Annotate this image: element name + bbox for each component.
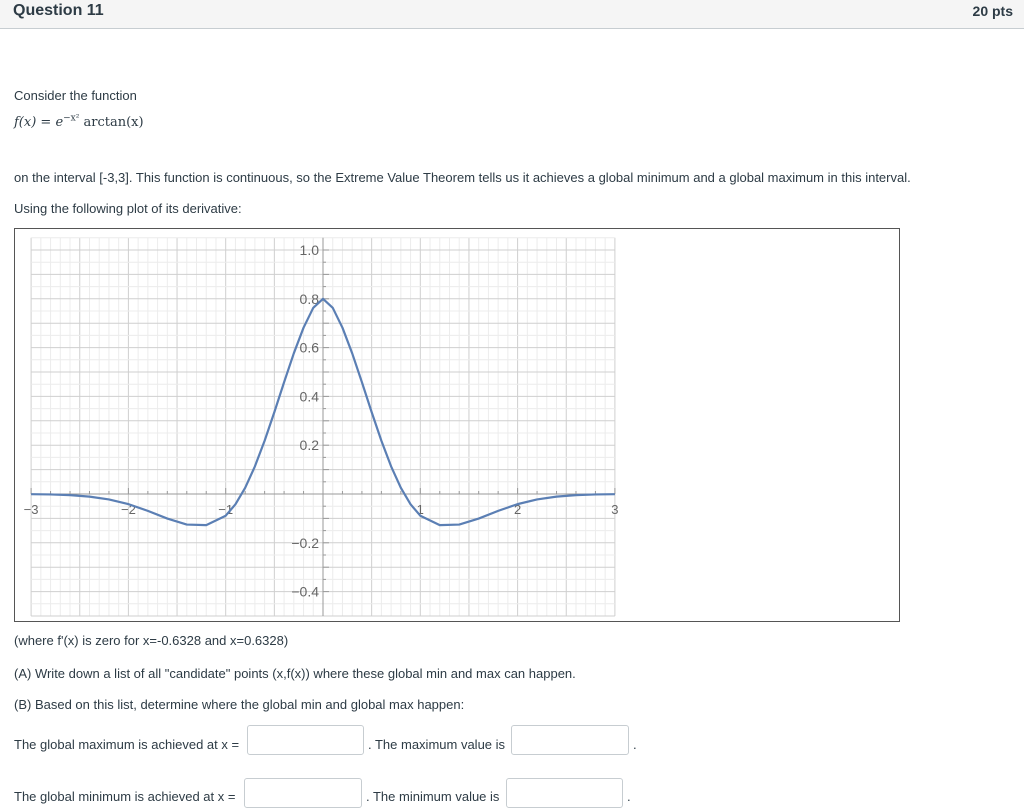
min-value-label: . The minimum value is (366, 789, 500, 804)
y-tick-label: 0.8 (299, 290, 319, 307)
formula-lhs: f(x) = e (14, 115, 64, 130)
x-tick-label: −3 (23, 502, 39, 517)
question-title: Question 11 (13, 2, 104, 19)
x-tick-label: −1 (218, 502, 234, 517)
derivative-plot-svg (15, 229, 899, 621)
intro-text: Consider the function (14, 88, 137, 103)
derivative-plot (14, 228, 900, 622)
y-tick-label: 0.4 (299, 388, 319, 405)
min-value-input[interactable] (506, 778, 623, 808)
min-row-end: . (627, 789, 631, 804)
part-b-text: (B) Based on this list, determine where the global min and global max happen: (14, 697, 465, 712)
x-tick-label: 1 (416, 502, 424, 517)
zero-note: (where f'(x) is zero for x=-0.6328 and x=0.6328) (14, 633, 289, 648)
y-tick-label: −0.4 (291, 583, 319, 600)
y-tick-label: 0.6 (299, 339, 319, 356)
formula-rhs: arctan(x) (83, 115, 144, 130)
question-header (0, 0, 1024, 29)
y-tick-label: 1.0 (299, 242, 319, 258)
interval-text: on the interval [-3,3]. This function is continuous, so the Extreme Value Theorem tells us it achieves a global minimum and a global maximum in this interval. (14, 170, 911, 185)
x-tick-label: −2 (120, 502, 136, 517)
min-x-label: The global minimum is achieved at x = (14, 789, 236, 804)
x-tick-label: 3 (611, 502, 619, 517)
y-tick-label: −0.2 (291, 534, 319, 551)
x-tick-label: 2 (513, 502, 522, 517)
min-x-input[interactable] (244, 778, 362, 808)
max-row-end: . (633, 737, 637, 752)
max-value-input[interactable] (511, 725, 629, 755)
question-points: 20 pts (972, 3, 1013, 19)
plot-intro-text: Using the following plot of its derivative: (14, 201, 242, 216)
function-formula (14, 115, 144, 130)
y-tick-label: 0.2 (299, 437, 319, 454)
part-a-text: (A) Write down a list of all "candidate" points (x,f(x)) where these global min and max can happen. (14, 666, 576, 681)
max-x-input[interactable] (247, 725, 364, 755)
max-x-label: The global maximum is achieved at x = (14, 737, 240, 752)
formula-exponent: −x² (63, 113, 80, 124)
max-value-label: . The maximum value is (368, 737, 506, 752)
